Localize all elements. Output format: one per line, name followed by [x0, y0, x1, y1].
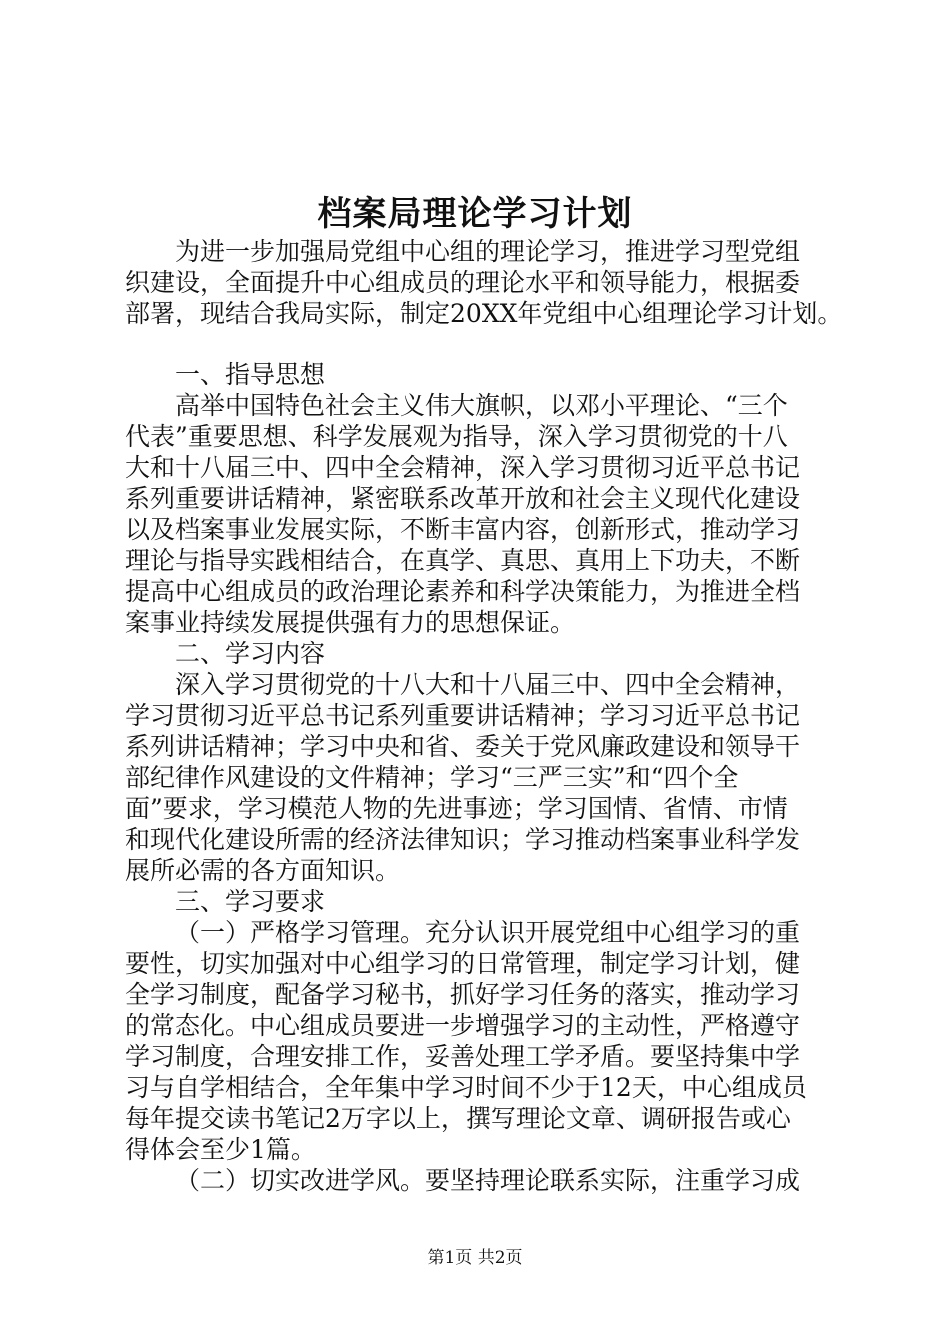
text-line: 面”要求，学习模范人物的先进事迹；学习国情、省情、市情 — [125, 794, 788, 823]
text-line: 展所必需的各方面知识。 — [125, 856, 401, 885]
text-line: 要性，切实加强对中心组学习的日常管理，制定学习计划，健 — [125, 949, 801, 978]
text-line: 学习制度，合理安排工作，妥善处理工学矛盾。要坚持集中学 — [125, 1042, 801, 1071]
text-line: 系列重要讲话精神，紧密联系改革开放和社会主义现代化建设 — [125, 484, 801, 513]
text-line: 部署，现结合我局实际，制定20XX年党组中心组理论学习计划。 — [125, 299, 843, 328]
text-line: 深入学习贯彻党的十八大和十八届三中、四中全会精神， — [175, 670, 801, 699]
text-line: （二）切实改进学风。要坚持理论联系实际，注重学习成 — [175, 1166, 801, 1195]
text-line: 系列讲话精神；学习中央和省、委关于党风廉政建设和领导干 — [125, 732, 801, 761]
text-line: 为进一步加强局党组中心组的理论学习，推进学习型党组 — [175, 237, 801, 266]
text-line: 每年提交读书笔记2万字以上，撰写理论文章、调研报告或心 — [125, 1104, 791, 1133]
intro-paragraph — [125, 236, 843, 329]
text-line: 案事业持续发展提供强有力的思想保证。 — [125, 608, 576, 637]
text-line: 以及档案事业发展实际，不断丰富内容，创新形式，推动学习 — [125, 515, 801, 544]
section-2 — [125, 638, 835, 886]
text-line: 部纪律作风建设的文件精神；学习“三严三实”和“四个全 — [125, 763, 739, 792]
text-line: 学习贯彻习近平总书记系列重要讲话精神；学习习近平总书记 — [125, 701, 801, 730]
text-line: 和现代化建设所需的经济法律知识；学习推动档案事业科学发 — [125, 825, 801, 854]
text-line: 得体会至少1篇。 — [125, 1135, 316, 1164]
section-heading: 三、学习要求 — [175, 887, 326, 916]
section-heading: 一、指导思想 — [175, 360, 326, 389]
text-line: 全学习制度，配备学习秘书，抓好学习任务的落实，推动学习 — [125, 980, 801, 1009]
text-line: 织建设，全面提升中心组成员的理论水平和领导能力，根据委 — [125, 268, 801, 297]
text-line: （一）严格学习管理。充分认识开展党组中心组学习的重 — [175, 918, 801, 947]
section-3 — [125, 886, 835, 1196]
text-line: 习与自学相结合，全年集中学习时间不少于12天，中心组成员 — [125, 1073, 807, 1102]
section-1 — [125, 359, 835, 638]
document-title: 档案局理论学习计划 — [317, 194, 633, 234]
text-line: 高举中国特色社会主义伟大旗帜，以邓小平理论、“三个 — [175, 391, 788, 420]
text-line: 的常态化。中心组成员要进一步增强学习的主动性，严格遵守 — [125, 1011, 801, 1040]
page-footer: 第1页 共2页 — [427, 1248, 523, 1268]
text-line: 提高中心组成员的政治理论素养和科学决策能力，为推进全档 — [125, 577, 801, 606]
text-line: 理论与指导实践相结合，在真学、真思、真用上下功夫，不断 — [125, 546, 801, 575]
text-line: 代表”重要思想、科学发展观为指导，深入学习贯彻党的十八 — [125, 422, 788, 451]
section-heading: 二、学习内容 — [175, 639, 326, 668]
text-line: 大和十八届三中、四中全会精神，深入学习贯彻习近平总书记 — [125, 453, 801, 482]
